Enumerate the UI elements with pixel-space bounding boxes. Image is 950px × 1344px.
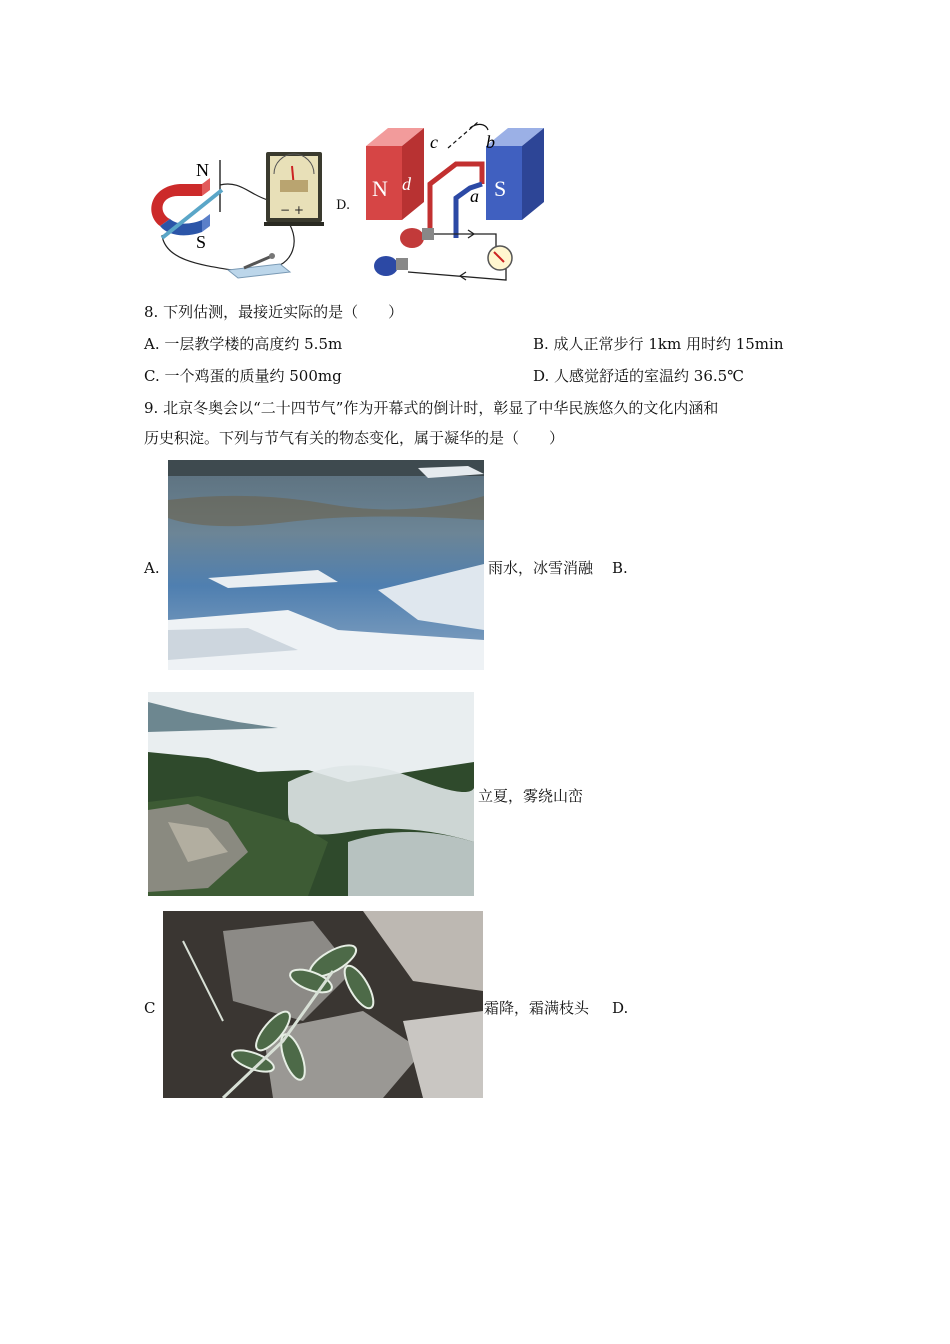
wire	[220, 184, 268, 200]
generator-figure	[360, 118, 550, 292]
question-9-option-b-caption: 立夏，雾绕山峦	[478, 787, 584, 805]
melting-ice-photo	[168, 460, 484, 670]
n-magnet-block	[366, 128, 424, 220]
question-9-option-a-letter: A.	[144, 559, 160, 577]
question-9-option-a-caption: 雨水，冰雪消融	[488, 559, 594, 577]
magnet-label-n: N	[196, 160, 209, 180]
question-8-option-d: D. 人感觉舒适的室温约 36.5℃	[533, 367, 744, 385]
wire	[408, 268, 506, 280]
question-9-option-b-letter: B.	[612, 559, 628, 577]
generator-label-n: N	[372, 176, 388, 201]
wire	[280, 225, 294, 265]
svg-text:− +: − +	[280, 203, 304, 217]
question-9-option-c-letter: C	[144, 999, 156, 1017]
question-8-option-b: B. 成人正常步行 1km 用时约 15min	[533, 335, 784, 353]
coil	[430, 122, 488, 238]
knife-switch	[228, 253, 290, 278]
generator-label-b: b	[486, 132, 495, 152]
magnet-label-s: S	[196, 232, 207, 252]
generator-label-d: d	[402, 174, 411, 194]
galvanometer	[264, 152, 324, 226]
question-9-stem-line2: 历史积淀。下列与节气有关的物态变化，属于凝华的是（ ）	[144, 429, 565, 447]
generator-label-s: S	[494, 176, 507, 201]
generator-label-c: c	[430, 132, 438, 152]
option-d-label: D.	[336, 198, 351, 213]
question-8-option-c: C. 一个鸡蛋的质量约 500mg	[144, 367, 342, 385]
generator-label-a: a	[470, 186, 479, 206]
question-9-option-d-letter: D.	[612, 999, 629, 1017]
question-8-option-a: A. 一层教学楼的高度约 5.5m	[144, 335, 343, 353]
magnet-circuit-figure	[140, 140, 330, 290]
question-9-option-c-caption: 霜降，霜满枝头	[484, 999, 590, 1017]
misty-mountains-photo	[148, 692, 474, 896]
wire	[434, 234, 496, 248]
question-8-stem: 8. 下列估测，最接近实际的是（ ）	[144, 303, 404, 321]
slip-rings	[374, 228, 434, 276]
frosted-leaves-photo	[163, 911, 483, 1098]
question-9-stem-line1: 9. 北京冬奥会以“二十四节气”作为开幕式的倒计时，彰显了中华民族悠久的文化内涵和	[144, 399, 719, 417]
